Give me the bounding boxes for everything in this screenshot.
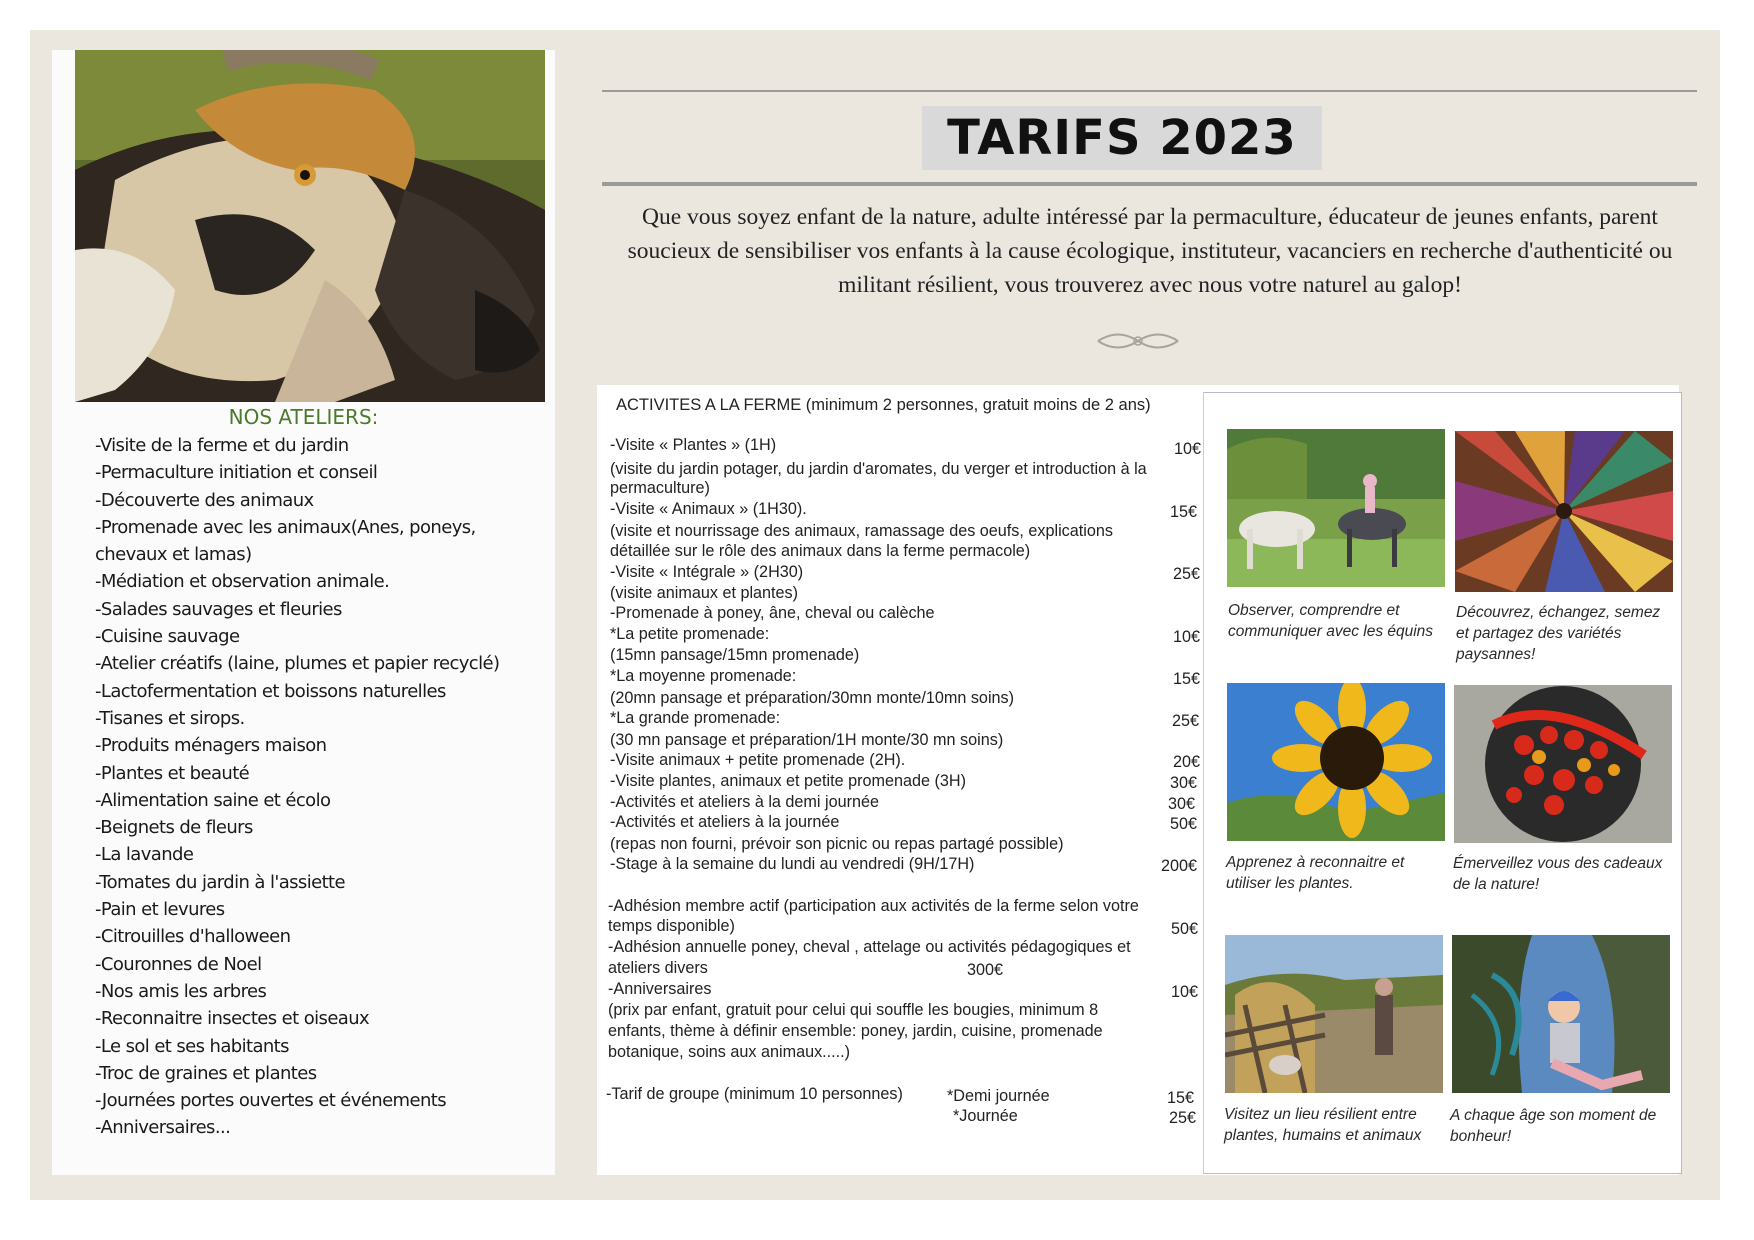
- activity-line: *La moyenne promenade:: [610, 667, 797, 685]
- price: 300€: [967, 961, 1004, 979]
- activity-line: (visite et nourrissage des animaux, ramassage des oeufs, explications: [610, 522, 1113, 540]
- price: 50€: [1170, 815, 1198, 833]
- list-item: -Salades sauvages et fleuries: [95, 598, 342, 620]
- price: 25€: [1172, 712, 1200, 730]
- activity-line: *Journée: [953, 1107, 1018, 1125]
- price: 15€: [1173, 670, 1201, 688]
- list-item: -La lavande: [95, 844, 194, 866]
- activity-line: (15mn pansage/15mn promenade): [610, 646, 860, 664]
- activity-line: (visite du jardin potager, du jardin d'aromates, du verger et introduction à la: [610, 460, 1147, 478]
- activity-line: (repas non fourni, prévoir son picnic ou repas partagé possible): [610, 835, 1064, 853]
- list-item: -Reconnaitre insectes et oiseaux: [95, 1008, 370, 1030]
- price: 30€: [1170, 774, 1198, 792]
- list-item: -Permaculture initiation et conseil: [95, 462, 378, 484]
- horses-photo: [1227, 429, 1445, 587]
- divider: [602, 182, 1697, 186]
- price: 200€: [1161, 857, 1198, 875]
- activity-line: *La grande promenade:: [610, 709, 781, 727]
- list-item: -Journées portes ouvertes et événements: [95, 1090, 447, 1112]
- list-item: -Nos amis les arbres: [95, 980, 267, 1002]
- photo-caption: Découvrez, échangez, semez et partagez des variétés paysannes!: [1456, 604, 1661, 663]
- price: 10€: [1171, 983, 1199, 1001]
- flourish-ornament: [1093, 326, 1183, 356]
- corn-illustration: [1455, 431, 1673, 592]
- list-item: -Produits ménagers maison: [95, 735, 327, 757]
- activity-line: *La petite promenade:: [610, 625, 770, 643]
- list-item: -Atelier créatifs (laine, plumes et papier recyclé): [95, 653, 500, 675]
- activity-line: ateliers divers: [608, 959, 708, 977]
- ateliers-list: [95, 432, 555, 1142]
- list-item: -Lactofermentation et boissons naturelles: [95, 680, 446, 702]
- activity-line: -Visite animaux + petite promenade (2H).: [610, 751, 906, 769]
- activity-line: -Tarif de groupe (minimum 10 personnes): [606, 1085, 903, 1103]
- list-item: -Visite de la ferme et du jardin: [95, 435, 349, 456]
- child-tree-illustration: [1452, 935, 1670, 1093]
- list-item: -Anniversaires...: [95, 1117, 231, 1139]
- list-item: -Médiation et observation animale.: [95, 571, 390, 593]
- list-item: -Le sol et ses habitants: [95, 1035, 289, 1057]
- sunflower-photo: [1227, 683, 1445, 841]
- activity-line: -Promenade à poney, âne, cheval ou calèche: [610, 604, 935, 622]
- list-item: -Tisanes et sirops.: [95, 707, 245, 729]
- sunflower-illustration: [1227, 683, 1445, 841]
- photo-caption: A chaque âge son moment de bonheur!: [1450, 1107, 1657, 1145]
- list-item: -Tomates du jardin à l'assiette: [95, 871, 345, 893]
- activity-line: -Activités et ateliers à la demi journée: [610, 793, 880, 811]
- activities-header: ACTIVITES A LA FERME (minimum 2 personnes, gratuit moins de 2 ans): [616, 396, 1151, 414]
- tomatoes-illustration: [1454, 685, 1672, 843]
- activity-line: -Visite « Plantes » (1H): [610, 436, 777, 454]
- tomatoes-photo: [1454, 685, 1672, 843]
- price: 15€: [1167, 1089, 1195, 1107]
- title-box: [922, 106, 1322, 170]
- goat-photo: [75, 50, 545, 402]
- price: 15€: [1170, 503, 1198, 521]
- list-item: -Promenade avec les animaux(Anes, poneys,: [95, 516, 476, 538]
- price: 50€: [1171, 920, 1199, 938]
- list-item: -Alimentation saine et écolo: [95, 789, 331, 811]
- child-tree-photo: [1452, 935, 1670, 1093]
- activity-line: (30 mn pansage et préparation/1H monte/30 mn soins): [610, 731, 1004, 749]
- price: 20€: [1173, 753, 1201, 771]
- price: 30€: [1168, 795, 1196, 813]
- price: 25€: [1169, 1109, 1197, 1127]
- activity-line: -Adhésion membre actif (participation aux activités de la ferme selon votre: [608, 897, 1139, 915]
- activity-line: -Visite plantes, animaux et petite promenade (3H): [610, 772, 967, 790]
- list-item: -Couronnes de Noel: [95, 953, 262, 975]
- list-item: -Beignets de fleurs: [95, 817, 253, 839]
- list-item: -Cuisine sauvage: [95, 626, 240, 648]
- list-item: -Découverte des animaux: [95, 489, 314, 511]
- activity-line: détaillée sur le rôle des animaux dans la ferme permacole): [610, 542, 1031, 560]
- photo-caption: Apprenez à reconnaitre et utiliser les plantes.: [1226, 854, 1405, 892]
- horses-illustration: [1227, 429, 1445, 587]
- activity-line: -Stage à la semaine du lundi au vendredi (9H/17H): [610, 855, 975, 873]
- activity-line: temps disponible): [608, 917, 735, 935]
- farm-photo: [1225, 935, 1443, 1093]
- page-title: TARIFS 2023: [947, 110, 1297, 166]
- activity-line: -Adhésion annuelle poney, cheval , attelage ou activités pédagogiques et: [608, 938, 1131, 956]
- price: 25€: [1173, 565, 1201, 583]
- photo-caption: Visitez un lieu résilient entre plantes, humains et animaux: [1224, 1106, 1422, 1144]
- activity-line: permaculture): [610, 479, 710, 497]
- activity-line: -Anniversaires: [608, 980, 712, 998]
- photo-caption: Émerveillez vous des cadeaux de la nature!: [1453, 855, 1663, 893]
- activity-line: -Visite « Animaux » (1H30).: [610, 500, 807, 518]
- goat-illustration: [75, 50, 545, 402]
- activity-line: *Demi journée: [947, 1087, 1050, 1105]
- farm-illustration: [1225, 935, 1443, 1093]
- list-item: -Troc de graines et plantes: [95, 1062, 317, 1084]
- activity-line: enfants, thème à définir ensemble: poney, jardin, cuisine, promenade: [608, 1022, 1103, 1040]
- intro-paragraph: Que vous soyez enfant de la nature, adulte intéressé par la permaculture, éducateur de jeunes enfants, parent soucieux de sensibiliser vos enfants à la cause écologique, instituteur, vacanciers en recherche d'authenticité ou militant résilient, vous trouverez avec nous votre naturel au galop!: [627, 204, 1673, 298]
- activity-line: botanique, soins aux animaux.....): [608, 1043, 851, 1061]
- list-item: chevaux et lamas): [95, 544, 252, 566]
- activity-line: -Visite « Intégrale » (2H30): [610, 563, 804, 581]
- list-item: -Pain et levures: [95, 899, 225, 921]
- divider: [602, 90, 1697, 92]
- activity-line: -Activités et ateliers à la journée: [610, 813, 840, 831]
- activity-line: (20mn pansage et préparation/30mn monte/10mn soins): [610, 689, 1015, 707]
- activity-line: (visite animaux et plantes): [610, 584, 799, 602]
- price: 10€: [1174, 440, 1202, 458]
- corn-photo: [1455, 431, 1673, 592]
- ateliers-title: NOS ATELIERS:: [228, 405, 379, 429]
- activity-line: (prix par enfant, gratuit pour celui qui souffle les bougies, minimum 8: [608, 1001, 1099, 1019]
- price: 10€: [1173, 628, 1201, 646]
- list-item: -Citrouilles d'halloween: [95, 926, 291, 948]
- photo-caption: Observer, comprendre et communiquer avec les équins: [1228, 602, 1434, 640]
- list-item: -Plantes et beauté: [95, 762, 250, 784]
